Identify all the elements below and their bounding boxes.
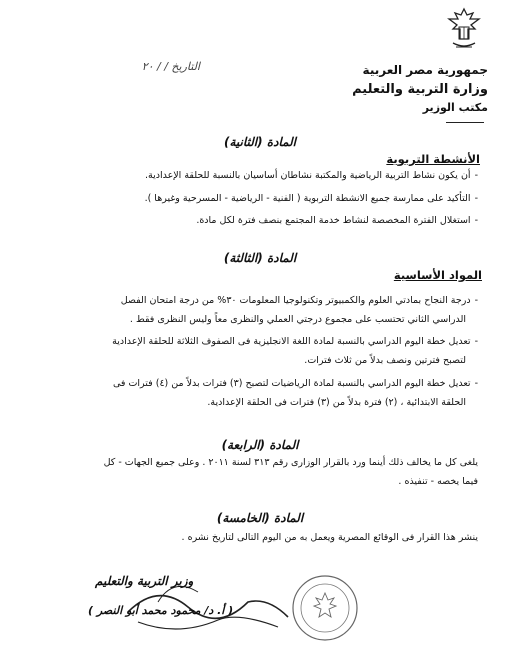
article-3-section: المواد الأساسية	[393, 268, 482, 282]
article-2-item: - استغلال الفترة المخصصة لنشاط خدمة المجتمع بنصف فترة لكل مادة.	[38, 215, 478, 226]
article-3-item-line: - درجة النجاح بمادتي العلوم والكمبيوتر وتكنولوجيا المعلومات ٣٠% من درجة امتحان الفصل	[28, 295, 478, 306]
office-name: مكتب الوزير	[422, 101, 488, 114]
article-3-item-line: لتصبح فترتين ونصف بدلاً من ثلاث فترات.	[304, 355, 466, 366]
eagle-emblem-icon	[443, 5, 485, 57]
article-2-title: المادة (الثانية)	[223, 135, 297, 149]
article-3-item-line: الحلقة الابتدائية ، (٢) فترة بدلاً من (٣) فترات فى الحلقة الإعدادية.	[207, 397, 466, 408]
article-3-item-line: الدراسي الثاني تحتسب على مجموع درجتي العملي والنظرى معاً وليس النظرى فقط .	[129, 314, 466, 325]
republic-name: جمهورية مصر العربية	[362, 63, 488, 77]
article-3-title: المادة (الثالثة)	[223, 251, 297, 265]
article-3-item-line: - تعديل خطة اليوم الدراسي بالنسبة لمادة الرياضيات لتصبح (٣) فترات بدلاً من (٤) فترات فى	[28, 378, 478, 389]
article-3-item-line: - تعديل خطة اليوم الدراسي بالنسبة لمادة اللغة الانجليزية فى الصفوف الثلاثة للحلقة الإعدادية	[28, 336, 478, 347]
minister-title: وزير التربية والتعليم	[95, 574, 194, 588]
date-line: التاريخ / / ٢٠	[141, 60, 200, 73]
article-4-line: فيما يخصه - تنفيذه .	[398, 476, 478, 487]
ministry-seal-stamp	[290, 573, 360, 643]
article-5-line: ينشر هذا القرار فى الوقائع المصرية ويعمل به من اليوم التالى لتاريخ نشره .	[181, 532, 478, 543]
article-4-title: المادة (الرابعة)	[221, 438, 299, 452]
article-4-line: يلغى كل ما يخالف ذلك أينما ورد بالقرار الوزارى رقم ٣١٣ لسنة ٢٠١١ . وعلى جميع الجهات - كل	[103, 457, 478, 468]
article-5-title: المادة (الخامسة)	[216, 511, 304, 525]
article-2-item: - أن يكون نشاط التربية الرياضية والمكتبة نشاطان أساسيان بالنسبة للحلقة الإعدادية.	[38, 170, 478, 181]
article-2-section: الأنشطة التربوية	[386, 152, 480, 166]
header-underline	[446, 122, 484, 123]
ministry-name: وزارة التربية والتعليم	[352, 82, 488, 97]
article-2-item: - التأكيد على ممارسة جميع الانشطة التربوية ( الفنية - الرياضية - المسرحية وغيرها ).	[38, 193, 478, 204]
minister-name: ( أ. د/ محمود محمد أبو النصر )	[88, 604, 234, 617]
